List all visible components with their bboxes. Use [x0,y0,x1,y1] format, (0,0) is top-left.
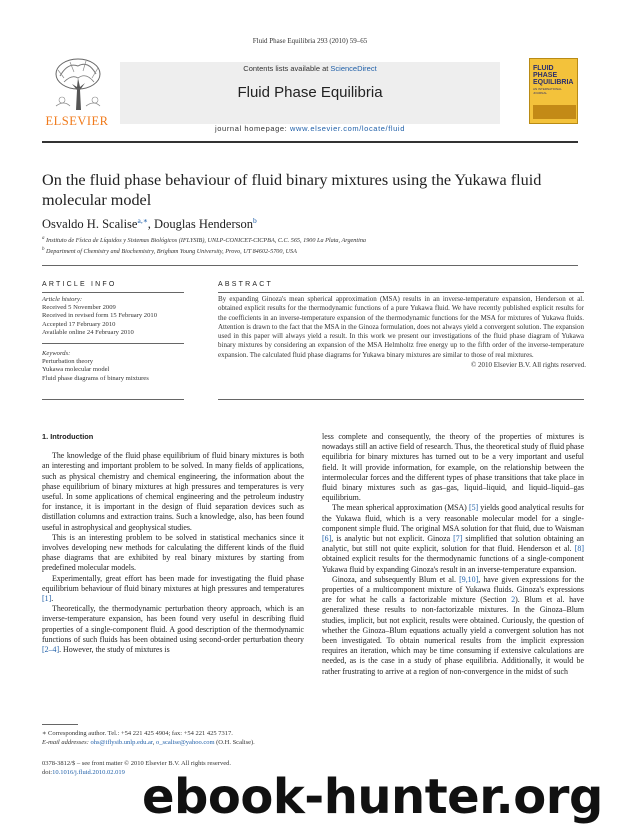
text-run: Ginoza, and subsequently Blum et al. [332,574,460,584]
sciencedirect-link[interactable]: ScienceDirect [330,64,377,73]
history-item: Received 5 November 2009 [42,304,116,312]
masthead-divider [42,141,578,143]
journal-title: Fluid Phase Equilibria [237,84,383,101]
affiliation-b [42,246,582,257]
citation-link[interactable]: [8] [574,544,584,554]
text-run: simplified that solution obtaining an analytic, but still not quite explicit, solution for that fluid. Henderson et al. [322,534,584,554]
contents-line [120,64,500,73]
section-link[interactable]: 2 [511,595,516,605]
citation-link[interactable]: [6] [322,534,332,544]
text-run: , is analytic but not explicit. Ginoza [331,534,454,544]
email-suffix: (O.H. Scalise). [214,739,255,746]
history-item: Received in revised form 15 February 2010 [42,312,157,320]
article-title: On the fluid phase behaviour of fluid binary mixtures using the Yukawa fluid molecular model [42,171,542,209]
doi-label: doi: [42,769,53,776]
header-divider [42,265,578,266]
elsevier-logo [42,56,112,132]
journal-title-box [120,62,500,124]
section-title: 1. Introduction [42,432,94,441]
abstract-text: By expanding Ginoza's mean spherical approximation (MSA) results in an inverse-temperature expansion, Henderson et al. obtained explicit results for the thermodynamic functions of a pure Yukawa fluid. We have recently published explicit results for the coefficients in an inverse-temperature expansion of the thermodynamic functions for the MSA for mixtures of Yukawa fluids. Attention is drawn to the fact that the MSA in the Ginoza formulation, does not always yield a convergent solution. The expansion used in this paper will always yield a result. In this work we present our investigations of the fluid phase diagram of Yukawa binary mixtures by considering an expansion of the MSA Helmholtz free energy up to the fifth order of the inverse-temperature expansion. The calculated fluid phase diagrams for Yukawa binary mixtures are similar to those of real mixtures. [218,295,584,359]
author-name: Douglas Henderson [154,217,253,232]
email-separator: , [152,739,156,746]
article-info-bottom-rule [42,399,184,400]
text-run: . [51,594,54,604]
keywords-rule [42,343,184,344]
homepage-link[interactable]: www.elsevier.com/locate/fluid [290,124,405,133]
keyword-item: Perturbation theory [42,358,94,366]
citation-link[interactable]: [5] [468,503,479,513]
paragraph [322,575,584,677]
body-column-left [42,432,304,655]
footnote [42,729,322,747]
journal-masthead [42,56,578,136]
article-info-rule [42,292,184,293]
abstract-rule [218,292,584,293]
citation-link[interactable]: [1] [42,594,52,604]
watermark-text: ebook-hunter.org [142,769,603,825]
corresponding-author: ∗ Corresponding author. Tel.: +54 221 425 4904; fax: +54 221 425 7317. [42,730,233,737]
paragraph: less complete and consequently, the theory of the properties of mixtures is nowadays still an active field of research. Thus, the theoretical study of fluid phase equilibria for binary mixtures has turned out to be a very important and useful field. It will provide information, for example, on the relationship between the intermolecular forces and the different types of phase transitions that take place in fluid binary mixtures such as gas–gas, liquid–liquid, and liquid–liquid–gas equilibrium. [322,432,584,503]
affiliation-a [42,235,582,246]
tree-icon [50,56,106,112]
author-separator: , [147,217,155,232]
text-run: ). Blum et al. have generalized these results to non-factorizable mixtures. In the Ginoza–Blum studies, implicit, but not explicit, results were obtained. Curiously, the question of whether the Ginoza–Blum equations actually yield a convergent solution has not been investigated. To obtain numerical results from the implicit expression requires an iteration, which may be time consuming if extensive calculations are needed, as is the case in a study of phase equilibria. Additionally, it would be rather frustrating to arrive at a region of non-convergence in the midst of such [322,595,584,676]
text-run: Theoretically, the thermodynamic perturbation theory approach, which is an inverse-temperature expansion, has been found very useful in describing fluid properties of a single-component fluid. A good description of the thermodynamic functions of such fluids has been obtained using second-order perturbation theory [42,604,304,644]
running-head: Fluid Phase Equilibria 293 (2010) 59–65 [252,37,368,45]
journal-homepage [120,124,500,133]
paragraph: The knowledge of the fluid phase equilibrium of fluid binary mixtures is both an interesting and important problem to be solved. In many fields of applications, such as physical chemistry and chemical engineering, the information about the phase equilibrium of binary mixtures at high pressures and temperatures is very useful. In some applications of chemical engineering and the petroleum industry for instance, it is important in the design of fluid separation devices such as distillation columns and extraction trains. Such a knowledge, also, has been found useful in astrophysical and geophysical studies. [42,451,304,532]
affil-marker: a [42,236,45,241]
keywords-label: Keywords: [42,350,71,357]
paragraph: This is an interesting problem to be solved in statistical mechanics since it involves developing new methods for calculating the different kinds of the fluid phase diagrams that are exhibited by real binary mixtures by starting from predefined molecular models. [42,532,304,573]
email-link[interactable]: ohs@iflysib.unlp.edu.ar [90,739,153,746]
article-info-heading: ARTICLE INFO [42,281,117,288]
cover-title: FLUID PHASE EQUILIBRIA [533,65,574,86]
history-item: Available online 24 February 2010 [42,328,134,336]
affiliations [42,235,582,256]
text-run: obtained explicit results for the thermodynamic functions of a single-component Yukawa fluid by expanding Ginoza's result in an inverse-temperature expansion. [322,554,584,574]
affil-text: Department of Chemistry and Biochemistry, Brigham Young University, Provo, UT 84602-5700, USA [46,247,297,255]
text-run: , have given expressions for the properties of a multicomponent mixture of Yukawa fluids. Ginoza's expressions are for what he calls a factorizable mixture (Section [322,574,585,605]
history-item: Accepted 17 February 2010 [42,320,116,328]
issn-line: 0378-3812/$ – see front matter © 2010 Elsevier B.V. All rights reserved. [42,760,231,767]
email-label: E-mail addresses: [42,739,91,746]
author-line [42,216,257,232]
copyright: © 2010 Elsevier B.V. All rights reserved. [470,361,586,369]
affil-marker: b [42,246,45,252]
keyword-item: Fluid phase diagrams of binary mixtures [42,374,149,382]
article-history [42,296,184,337]
keyword-item: Yukawa molecular model [42,366,110,374]
email-link[interactable]: o_scalise@yahoo.com [156,739,215,746]
paragraph [322,503,584,574]
author-name: Osvaldo H. Scalise [42,217,138,232]
history-label: Article history: [42,296,83,303]
text-run: The mean spherical approximation (MSA) [332,503,469,513]
citation-link[interactable]: [9,10] [459,574,479,584]
author-affil-marker[interactable]: a,∗ [137,216,148,225]
journal-cover-thumbnail [529,58,578,124]
email-line [42,738,322,747]
abstract-bottom-rule [218,399,584,400]
homepage-prefix: journal homepage: [215,124,291,133]
paragraph [42,604,304,655]
affil-text: Instituto de Física de Líquidos y Sistemas Biológicos (IFLYSIB), UNLP-CONICET-CICPBA, C.C. 565, 1900 La Plata, Argentina [46,237,367,245]
elsevier-wordmark: ELSEVIER [45,114,109,128]
abstract-heading: ABSTRACT [218,281,273,288]
author-affil-marker[interactable]: b [253,216,257,225]
body-column-right [322,432,584,677]
cover-subtitle: AN INTERNATIONAL JOURNAL [533,87,562,95]
keywords [42,350,184,383]
contents-prefix: Contents lists available at [243,64,331,73]
text-run: . However, the study of mixtures is [59,645,170,655]
citation-link[interactable]: [7] [453,534,463,544]
footnote-rule [42,724,78,725]
cover-band [533,105,576,119]
paragraph [42,574,304,605]
citation-link[interactable]: [2–4] [42,645,60,655]
text-run: Experimentally, great effort has been made for investigating the fluid phase equilibrium behaviour of fluid binary mixtures at high pressures and temperatures [42,573,304,593]
text-run: yields good analytical results for the Yukawa fluid, which is a very reasonable molecular model for a single-component simple fluid. The original MSA solution for that fluid, due to Waisman [322,503,584,533]
doi-link[interactable]: 10.1016/j.fluid.2010.02.019 [52,769,125,776]
